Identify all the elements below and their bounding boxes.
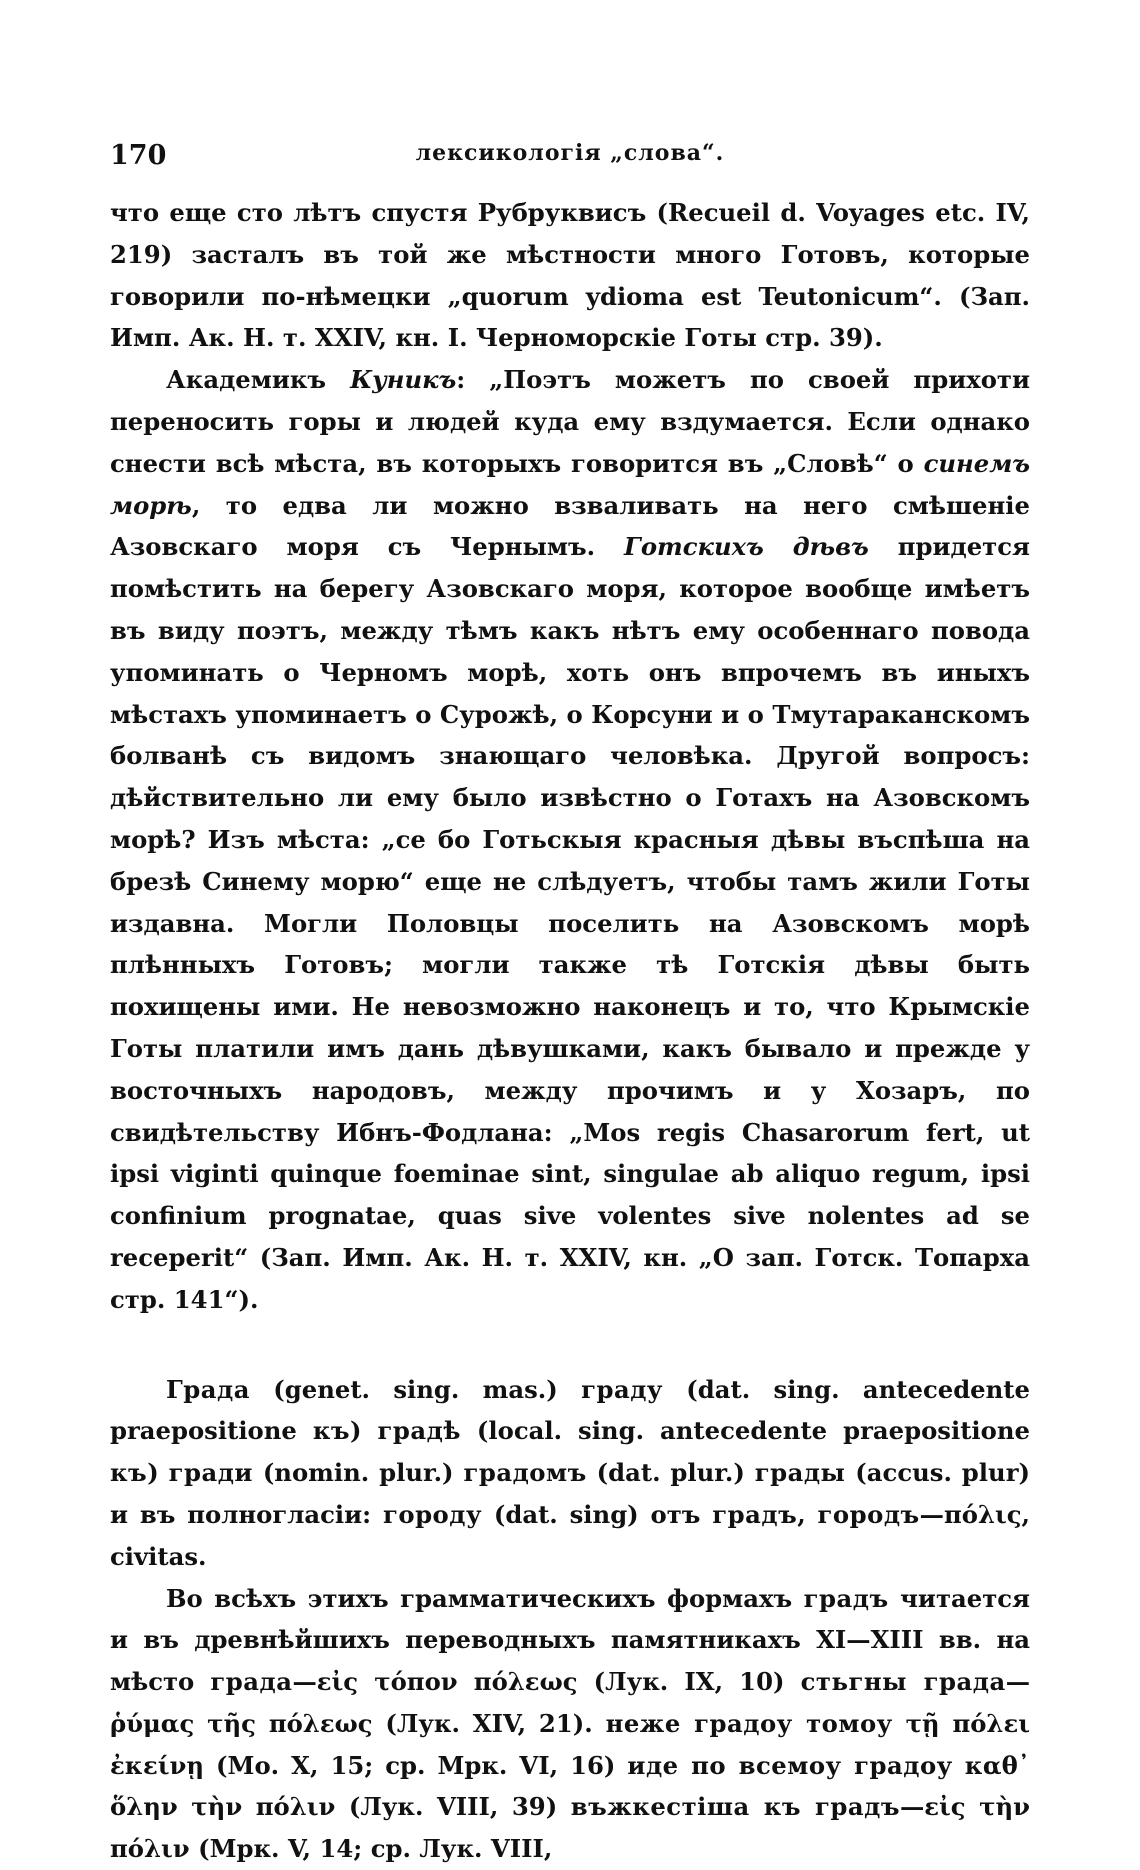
section-gap [110, 1321, 1030, 1369]
text-segment: что еще сто лѣтъ спустя Рубруквисъ (Recueil d. Voyages etc. IV, 219) засталъ въ той же мѣстности много Готовъ, которые говорили по-нѣмецки „quorum ydioma est Teutonicum“. (Зап. Имп. Ак. Н. т. XXIV, кн. I. Черноморскіе Готы стр. 39). [110, 198, 1030, 352]
text-segment: (dat. sing. antecedente praepositione [110, 1375, 1030, 1446]
old-slavonic-form: градъ [804, 1584, 889, 1613]
paragraph-rubruquis [110, 192, 1030, 359]
old-slavonic-form: градѣ [378, 1416, 461, 1445]
text-segment: —εἰς τὴν πόλιν (Мрк. V, 14; ср. Лук. VIII, [110, 1792, 1030, 1863]
text-segment: ) [147, 1458, 168, 1487]
text-segment: Во всѣхъ этихъ грамматическихъ формахъ [166, 1584, 804, 1613]
old-slavonic-form: градъ [712, 1500, 797, 1529]
italic-term: синемъ морѣ [110, 449, 1030, 520]
book-page [110, 140, 1030, 1870]
text-segment: (dat. plur.) [587, 1458, 755, 1487]
text-segment: —ῥύμας τῆς πόλεως (Лук. XIV, 21). [110, 1667, 1030, 1738]
old-slavonic-form: стьгны града [801, 1667, 1006, 1696]
old-slavonic-form: въжкестіша къ градъ [571, 1792, 900, 1821]
old-slavonic-form: городъ [818, 1500, 920, 1529]
text-segment: (accus. plur) и въ полногласіи: [110, 1458, 1030, 1529]
paragraph-kunik [110, 359, 1030, 1320]
paragraph-grada-forms [110, 1369, 1030, 1578]
text-segment: (nomin. plur.) [253, 1458, 464, 1487]
old-slavonic-form: граду [581, 1375, 663, 1404]
old-slavonic-form: градомъ [463, 1458, 586, 1487]
text-segment: читается и въ древнѣйшихъ переводныхъ памятникахъ XI—XIII вв. на мѣсто [110, 1584, 1030, 1697]
italic-term: Готскихъ дѣвъ [624, 532, 869, 561]
old-slavonic-form: грады [755, 1458, 846, 1487]
text-segment: (dat. sing) отъ [482, 1500, 712, 1529]
old-slavonic-form: неже градоу томоу [606, 1709, 893, 1738]
text-segment: : „Поэтъ можетъ по своей прихоти переносить горы и людей куда ему вздумается. Если однако снести всѣ мѣста, въ которыхъ говорится въ „Словѣ“ о [110, 365, 1030, 478]
old-slavonic-form: городу [383, 1500, 482, 1529]
text-segment: придется помѣстить на берегу Азовскаго моря, которое вообще имѣетъ въ виду поэтъ, между тѣмъ какъ нѣтъ ему особеннаго повода упоминать о Черномъ морѣ, хоть онъ впрочемъ въ иныхъ мѣстахъ упоминаетъ о Сурожѣ, о Корсуни и о Тмутараканскомъ болванѣ съ видомъ знающаго человѣка. Другой вопросъ: дѣйствительно ли ему было извѣстно о Готахъ на Азовскомъ морѣ? Изъ мѣста: „се бо Готьскыя красныя дѣвы въспѣша на брезѣ Синему морю“ еще не слѣдуетъ, чтобы тамъ жили Готы издавна. Могли Половцы поселить на Азовскомъ морѣ плѣнныхъ Готовъ; могли также тѣ Готскія дѣвы быть похищены ими. Не невозможно наконецъ и то, что Крымскіе Готы платили имъ дань дѣвушками, какъ бывало и прежде у восточныхъ народовъ, между прочимъ и у Хозаръ, по свидѣтельству Ибнъ-Фодлана: „Mos regis Chasarorum fert, ut ipsi viginti quinque foeminae sint, singulae ab aliquo regum, ipsi confinium prognatae, quas sive volentes sive nolentes ad se receperit“ (Зап. Имп. Ак. Н. т. XXIV, кн. „О зап. Готск. Топарха стр. 141“). [110, 532, 1030, 1313]
italic-term: Куникъ [350, 365, 456, 394]
text-segment: καθ᾽ ὅλην τὴν πόλιν (Лук. VIII, 39) [110, 1751, 1030, 1822]
old-slavonic-form: иде по всемоу градоу [627, 1751, 952, 1780]
paragraph-grada-usage [110, 1578, 1030, 1870]
old-slavonic-form: къ [313, 1416, 350, 1445]
text-segment: ) [350, 1416, 377, 1445]
text-segment: τῇ πόλει ἐκείνῃ (Мо. X, 15; ср. Мрк. VI, 16) [110, 1709, 1030, 1780]
text-segment: (genet. sing. mas.) [250, 1375, 581, 1404]
text-segment: , [797, 1500, 817, 1529]
text-segment: (local. sing. antecedente praepositione [461, 1416, 1030, 1445]
page-number: 170 [110, 140, 166, 171]
text-segment: —εἰς τόπον πόλεως (Лук. IX, 10) [292, 1667, 800, 1696]
text-segment: —πόλις, civitas. [110, 1500, 1030, 1571]
text-segment: , то едва ли можно взваливать на него смѣшеніе Азовскаго моря съ Чернымъ. [110, 491, 1030, 562]
text-segment: Академикъ [166, 365, 350, 394]
page-header [110, 140, 1030, 180]
old-slavonic-form: къ [110, 1458, 147, 1487]
old-slavonic-form: Града [166, 1375, 250, 1404]
running-title: лексикологія „слова“. [110, 140, 1030, 166]
old-slavonic-form: града [210, 1667, 292, 1696]
old-slavonic-form: гради [169, 1458, 253, 1487]
